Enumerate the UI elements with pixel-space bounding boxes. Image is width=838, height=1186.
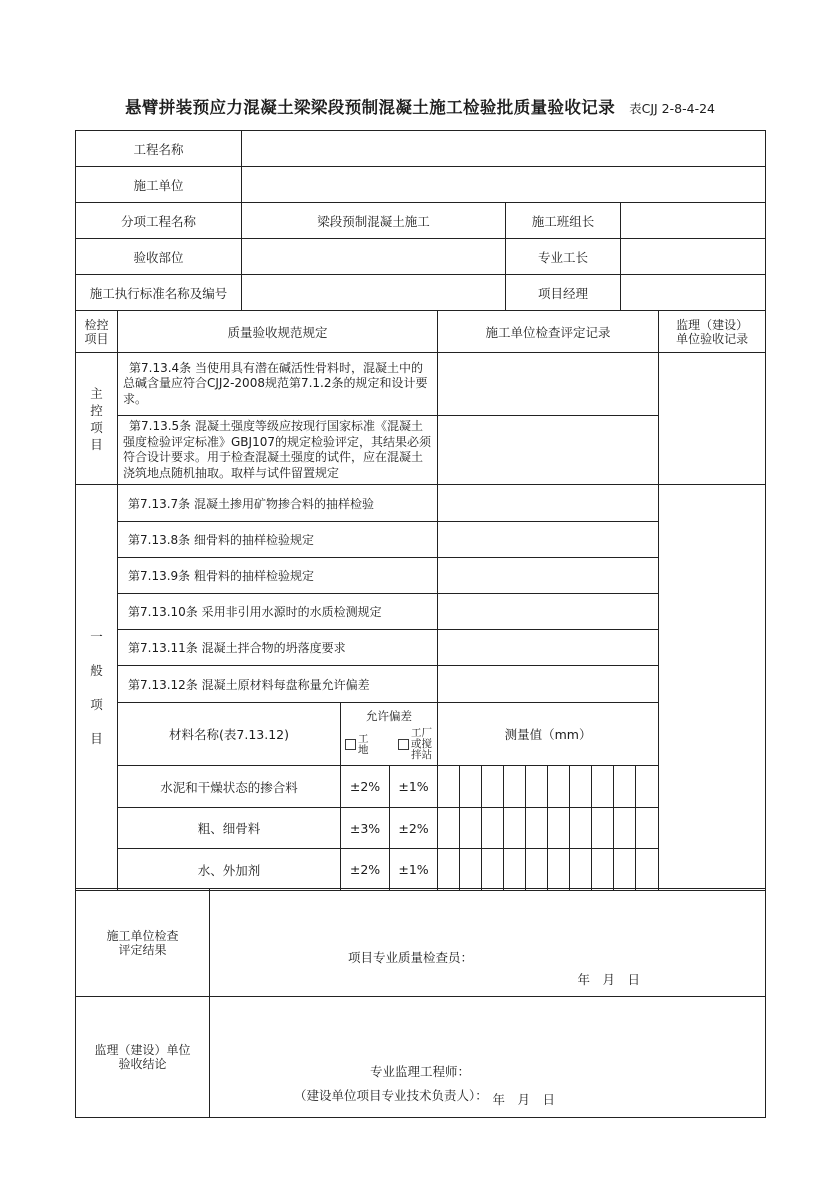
measure-cell [526,849,548,891]
measure-cell [438,808,460,849]
measure-cell [592,766,614,808]
crew-leader-label: 施工班组长 [506,203,621,239]
measure-cell [460,849,482,891]
general-item-text-4: 第7.13.10条 采用非引用水源时的水质检测规定 [118,594,438,630]
col-header-spec: 质量验收规范规定 [118,311,438,353]
engineer-signature-label: 专业监理工程师： [370,1063,471,1079]
master-item-row-1 [76,353,766,416]
measure-cell [438,849,460,891]
general-record-cell-3 [438,558,659,594]
info-table [75,130,766,311]
form-code: 表CJJ 2-8-4-24 [629,101,715,116]
general-item-text-2: 第7.13.8条 细骨料的抽样检验规定 [118,522,438,558]
project-name-label: 工程名称 [76,131,242,167]
row-standard [76,275,766,311]
row-acceptance-part [76,239,766,275]
measure-cell [548,849,570,891]
general-record-cell-6 [438,666,659,703]
site-checkbox-icon [345,739,356,750]
measure-cell [614,766,636,808]
measure-cell [548,766,570,808]
master-section-label: 主控项目 [76,353,118,485]
project-manager-label: 项目经理 [506,275,621,311]
measure-cell [460,808,482,849]
project-manager-value [621,275,766,311]
material-name: 水、外加剂 [118,849,341,891]
measure-header: 测量值（mm） [438,703,659,766]
conclusion-label: 监理（建设）单位验收结论 [76,997,210,1118]
measure-cell [636,849,659,891]
general-record-cell-2 [438,522,659,558]
professional-foreman-value [621,239,766,275]
check-result-date: 年 月 日 [577,971,640,987]
professional-foreman-label: 专业工长 [506,239,621,275]
measure-cell [614,849,636,891]
material-name: 水泥和干燥状态的掺合料 [118,766,341,808]
material-name-header: 材料名称(表7.13.12) [118,703,341,766]
check-result-cell [210,889,766,997]
standard-label: 施工执行标准名称及编号 [76,275,242,311]
factory-label: 工厂或搅拌站 [411,727,432,761]
site-tolerance: ±2% [341,849,390,891]
measure-cell [504,808,526,849]
construction-unit-value [242,167,766,203]
measure-cell [460,766,482,808]
col-header-supervision: 监理（建设）单位验收记录 [659,311,766,353]
check-result-row [76,889,766,997]
master-supervision-cell [659,353,766,485]
measure-cell [504,849,526,891]
master-record-cell-1 [438,353,659,416]
conclusion-cell [210,997,766,1118]
acceptance-part-value [242,239,506,275]
measure-cell [636,808,659,849]
subproject-value: 梁段预制混凝土施工 [242,203,506,239]
measure-cell [592,808,614,849]
inspector-signature-label: 项目专业质量检查员： [348,949,474,965]
measure-cell [636,766,659,808]
factory-tolerance: ±2% [390,808,438,849]
title-bar [75,94,765,118]
measure-cell [482,849,504,891]
row-project-name [76,131,766,167]
master-item-text-1: 第7.13.4条 当使用具有潜在碱活性骨料时，混凝土中的总碱含量应符合CJJ2-2008规范第7.1.2条的规定和设计要求。 [118,353,438,416]
material-name: 粗、细骨料 [118,808,341,849]
general-item-text-5: 第7.13.11条 混凝土拌合物的坍落度要求 [118,630,438,666]
inspection-header-row [76,311,766,353]
measure-cell [592,849,614,891]
factory-option [398,728,434,761]
general-record-cell-1 [438,485,659,522]
measure-cell [570,808,592,849]
general-record-cell-5 [438,630,659,666]
standard-value [242,275,506,311]
site-tolerance: ±2% [341,766,390,808]
measure-cell [570,766,592,808]
site-tolerance: ±3% [341,808,390,849]
project-name-value [242,131,766,167]
measure-cell [438,766,460,808]
signature-table [75,888,766,1118]
measure-cell [526,808,548,849]
general-record-cell-4 [438,594,659,630]
col-header-item: 检控项目 [76,311,118,353]
general-item-text-3: 第7.13.9条 粗骨料的抽样检验规定 [118,558,438,594]
general-supervision-cell [659,485,766,891]
measure-cell [548,808,570,849]
measure-cell [526,766,548,808]
row-subproject [76,203,766,239]
subproject-label: 分项工程名称 [76,203,242,239]
factory-tolerance: ±1% [390,849,438,891]
master-item-text-2: 第7.13.5条 混凝土强度等级应按现行国家标准《混凝土强度检验评定标准》GBJ107的规定检验评定，其结果必须符合设计要求。用于检查混凝土强度的试件，应在混凝土浇筑地点随机抽取。取样与试件留置规定 [118,416,438,485]
conclusion-date: 年 月 日 [492,1091,555,1107]
acceptance-part-label: 验收部位 [76,239,242,275]
site-label: 工地 [358,732,369,756]
conclusion-row [76,997,766,1118]
measure-cell [482,808,504,849]
measure-cell [482,766,504,808]
measure-cell [570,849,592,891]
page-title: 悬臂拼装预应力混凝土梁梁段预制混凝土施工检验批质量验收记录 [125,98,616,117]
measure-cell [614,808,636,849]
measure-cell [504,766,526,808]
tech-responsible-label: （建设单位项目专业技术负责人）： [294,1087,488,1103]
tolerance-header: 允许偏差 [366,709,412,723]
master-record-cell-2 [438,416,659,485]
general-item-text-1: 第7.13.7条 混凝土掺用矿物掺合料的抽样检验 [118,485,438,522]
factory-tolerance: ±1% [390,766,438,808]
general-item-row-1 [76,485,766,522]
site-option [345,728,370,761]
row-construction-unit [76,167,766,203]
inspection-table [75,310,766,891]
general-item-text-6: 第7.13.12条 混凝土原材料每盘称量允许偏差 [118,666,438,703]
general-section-label: 一般项目 [76,485,118,891]
tolerance-options [341,724,437,765]
tolerance-header-cell [341,703,438,766]
construction-unit-label: 施工单位 [76,167,242,203]
factory-checkbox-icon [398,739,409,750]
col-header-record: 施工单位检查评定记录 [438,311,659,353]
check-result-label: 施工单位检查评定结果 [76,889,210,997]
crew-leader-value [621,203,766,239]
